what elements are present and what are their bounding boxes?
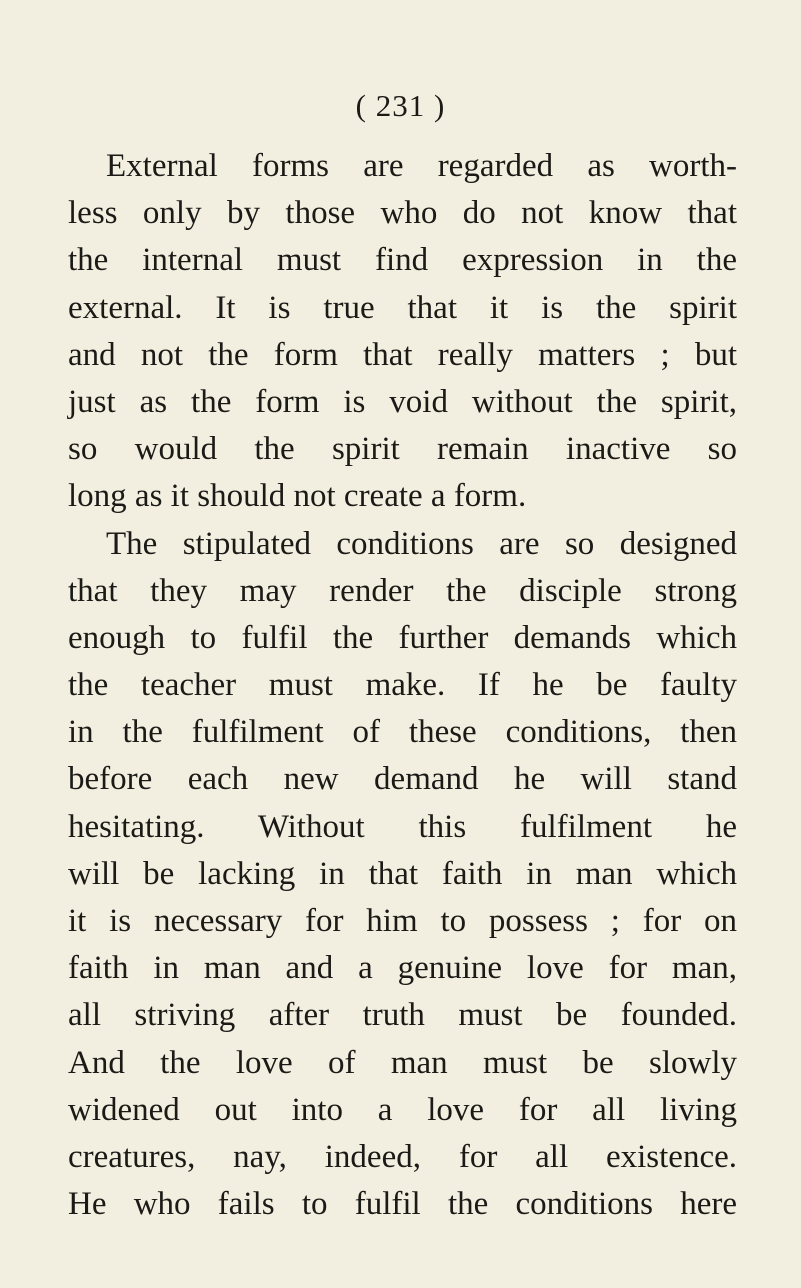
text-line: the teacher must make. If he be faulty [68,667,737,704]
text-line: External forms are regarded as worth- [106,148,737,184]
text-line: widened out into a love for all living [68,1091,737,1128]
text-line: before each new demand he will stand [68,761,737,798]
text-line: the internal must find expression in the [68,242,737,279]
text-line: faith in man and a genuine love for man, [68,950,737,987]
text-line: creatures, nay, indeed, for all existence. [68,1138,737,1175]
text-line: external. It is true that it is the spirit [68,289,737,326]
text-line: long as it should not create a form. [68,478,527,515]
text-line: in the fulfilment of these conditions, then [68,714,737,751]
page-number: ( 231 ) [355,88,446,123]
text-line: less only by those who do not know that [68,195,737,232]
text-line: The stipulated conditions are so designed [106,525,737,562]
text-line: will be lacking in that faith in man which [68,855,737,892]
text-line: and not the form that really matters ; but [68,336,737,373]
text-line: that they may render the disciple strong [68,572,737,609]
text-line: so would the spirit remain inactive so [68,431,737,468]
text-line: all striving after truth must be founded. [68,997,737,1034]
text-line: it is necessary for him to possess ; for on [68,903,737,939]
text-line: And the love of man must be slowly [68,1044,737,1081]
text-line: hesitating. Without this fulfilment he [68,808,737,845]
text-line: He who fails to fulfil the conditions here [68,1186,737,1223]
body-text [68,143,737,1228]
text-line: just as the form is void without the spirit, [68,383,737,420]
text-line: enough to fulfil the further demands which [68,619,737,656]
